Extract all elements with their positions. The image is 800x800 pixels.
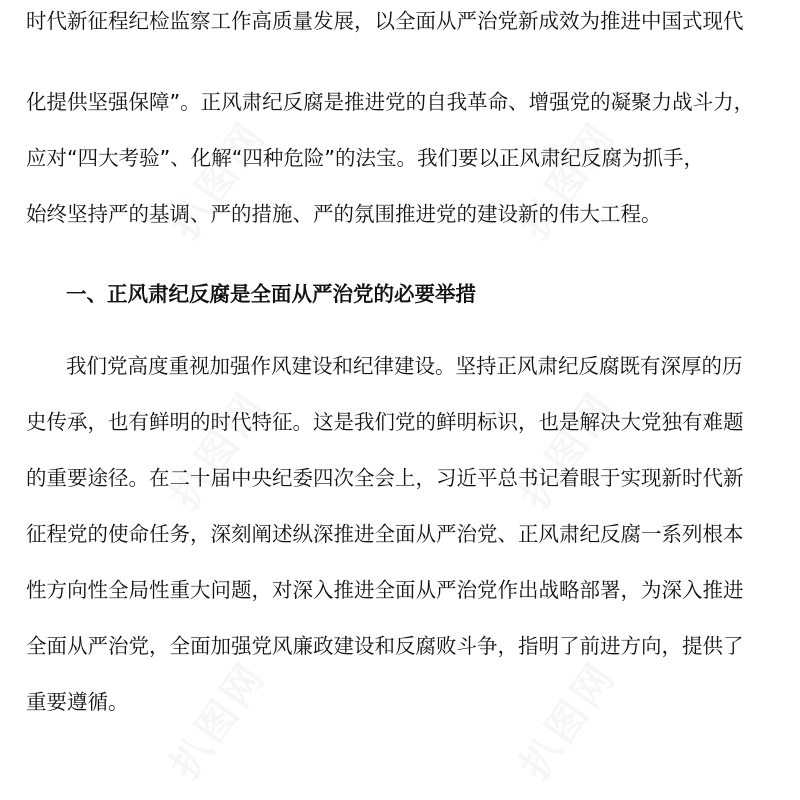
watermark: 扒图网 — [512, 383, 626, 518]
text-line: 化提供坚强保障”。正风肃纪反腐是推进党的自我革命、增强党的凝聚力战斗力， — [26, 90, 755, 114]
text-line: 史传承，也有鲜明的时代特征。这是我们党的鲜明标识，也是解决大党独有难题 — [26, 410, 744, 434]
text-line: 征程党的使命任务，深刻阐述纵深推进全面从严治党、正风肃纪反腐一系列根本 — [26, 522, 744, 546]
text-line: 全面从严治党，全面加强党风廉政建设和反腐败斗争，指明了前进方向，提供了 — [26, 634, 744, 658]
text-line: 应对“四大考验”、化解“四种危险”的法宝。我们要以正风肃纪反腐为抓手， — [26, 146, 704, 170]
text-line: 时代新征程纪检监察工作高质量发展，以全面从严治党新成效为推进中国式现代 — [26, 9, 744, 33]
watermark: 扒图网 — [512, 653, 626, 788]
section-heading: 一、正风肃纪反腐是全面从严治党的必要举措 — [66, 282, 476, 306]
text-line: 性方向性全局性重大问题，对深入推进全面从严治党作出战略部署，为深入推进 — [26, 578, 744, 602]
text-line: 我们党高度重视加强作风建设和纪律建设。坚持正风肃纪反腐既有深厚的历 — [66, 354, 743, 378]
watermark: 扒图网 — [512, 113, 626, 248]
watermark: 扒图网 — [162, 653, 276, 788]
text-line: 重要遵循。 — [26, 690, 129, 714]
watermark: 扒图网 — [162, 113, 276, 248]
watermark: 扒图网 — [162, 383, 276, 518]
text-line: 的重要途径。在二十届中央纪委四次全会上，习近平总书记着眼于实现新时代新 — [26, 466, 744, 490]
text-line: 始终坚持严的基调、严的措施、严的氛围推进党的建设新的伟大工程。 — [26, 202, 662, 226]
